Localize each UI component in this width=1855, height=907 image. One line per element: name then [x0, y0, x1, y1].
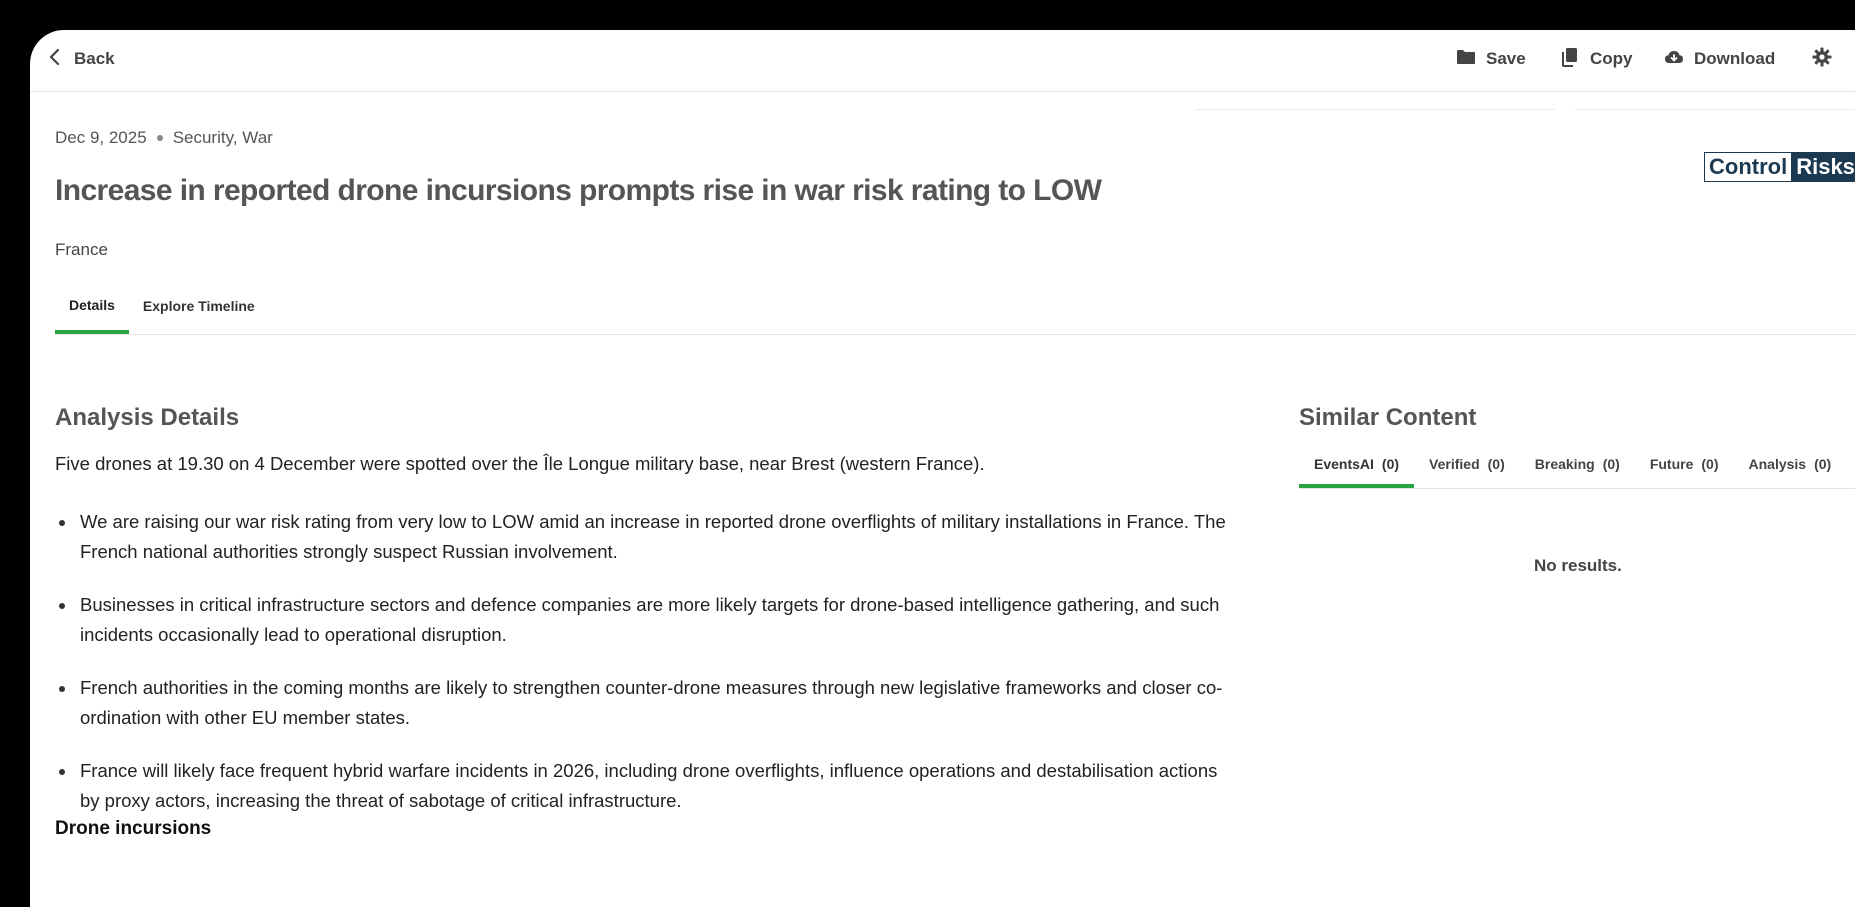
divider	[1575, 109, 1855, 110]
tab-explore-timeline[interactable]: Explore Timeline	[142, 298, 255, 314]
app-window	[30, 30, 1855, 907]
tab-count: (0)	[1381, 456, 1400, 472]
separator-dot	[157, 135, 163, 141]
copy-label: Copy	[1590, 49, 1633, 68]
article-country: France	[55, 240, 108, 259]
analysis-lead: Five drones at 19.30 on 4 December were spotted over the Île Longue military base, near Brest (western France).	[55, 453, 985, 474]
similar-content-tabs	[1299, 448, 1846, 488]
similar-content-heading: Similar Content	[1299, 404, 1477, 431]
download-button[interactable]	[1664, 44, 1775, 74]
tab-details[interactable]: Details	[55, 288, 129, 334]
settings-button[interactable]	[1812, 44, 1832, 74]
tab-breaking[interactable]	[1520, 448, 1635, 488]
tabs-divider	[55, 334, 1855, 335]
tab-verified[interactable]	[1414, 448, 1520, 488]
list-item: We are raising our war risk rating from very low to LOW amid an increase in reported drone overflights of military installations in France. The French national authorities strongly suspect Russian involvement.	[55, 507, 1235, 567]
divider	[1195, 109, 1555, 110]
tab-eventsai[interactable]	[1299, 448, 1414, 488]
folder-icon	[1456, 47, 1476, 72]
analysis-heading: Analysis Details	[55, 404, 240, 431]
article-meta	[55, 128, 273, 148]
page-title: Increase in reported drone incursions prompts rise in war risk rating to LOW	[55, 174, 1102, 207]
content-tabs	[55, 288, 269, 334]
tab-label: Breaking	[1534, 456, 1595, 472]
back-label: Back	[74, 49, 115, 68]
list-item: Businesses in critical infrastructure sectors and defence companies are more likely targets for drone-based intelligence gathering, and such incidents occasionally lead to operational disruption.	[55, 590, 1235, 650]
tab-count: (0)	[1701, 456, 1719, 472]
similar-tabs-divider	[1299, 488, 1855, 489]
tab-analysis[interactable]	[1734, 448, 1847, 488]
tab-count: (0)	[1602, 456, 1620, 472]
tab-label: Future	[1649, 456, 1694, 472]
top-toolbar	[30, 30, 1855, 92]
gear-icon	[1812, 47, 1832, 72]
tab-label: Analysis	[1748, 456, 1807, 472]
tab-count: (0)	[1487, 456, 1505, 472]
list-item: French authorities in the coming months are likely to strengthen counter-drone measures through new legislative frameworks and closer co-ordination with other EU member states.	[55, 673, 1235, 733]
no-results-message: No results.	[1534, 556, 1622, 575]
article-categories: Security, War	[172, 128, 273, 147]
control-risks-logo	[1704, 152, 1855, 182]
save-button[interactable]	[1456, 44, 1526, 74]
download-label: Download	[1694, 49, 1776, 68]
tab-future[interactable]	[1635, 448, 1734, 488]
chevron-left-icon	[48, 48, 62, 71]
copy-icon	[1560, 47, 1580, 72]
back-button[interactable]	[48, 44, 115, 74]
copy-button[interactable]	[1560, 44, 1633, 74]
drone-incursions-heading: Drone incursions	[55, 818, 212, 839]
logo-part-2: Risks	[1791, 153, 1855, 181]
tab-count: (0)	[1814, 456, 1832, 472]
tab-label: EventsAI	[1314, 456, 1374, 472]
tab-label: Verified	[1429, 456, 1480, 472]
save-label: Save	[1486, 49, 1526, 68]
list-item: France will likely face frequent hybrid warfare incidents in 2026, including drone overflights, influence operations and destabilisation actions by proxy actors, increasing the threat of sabotage of critical infrastructure.	[55, 756, 1235, 816]
analysis-bullets	[55, 507, 1235, 839]
cloud-download-icon	[1664, 47, 1684, 72]
article-date: Dec 9, 2025	[55, 128, 147, 147]
logo-part-1: Control	[1705, 153, 1791, 181]
